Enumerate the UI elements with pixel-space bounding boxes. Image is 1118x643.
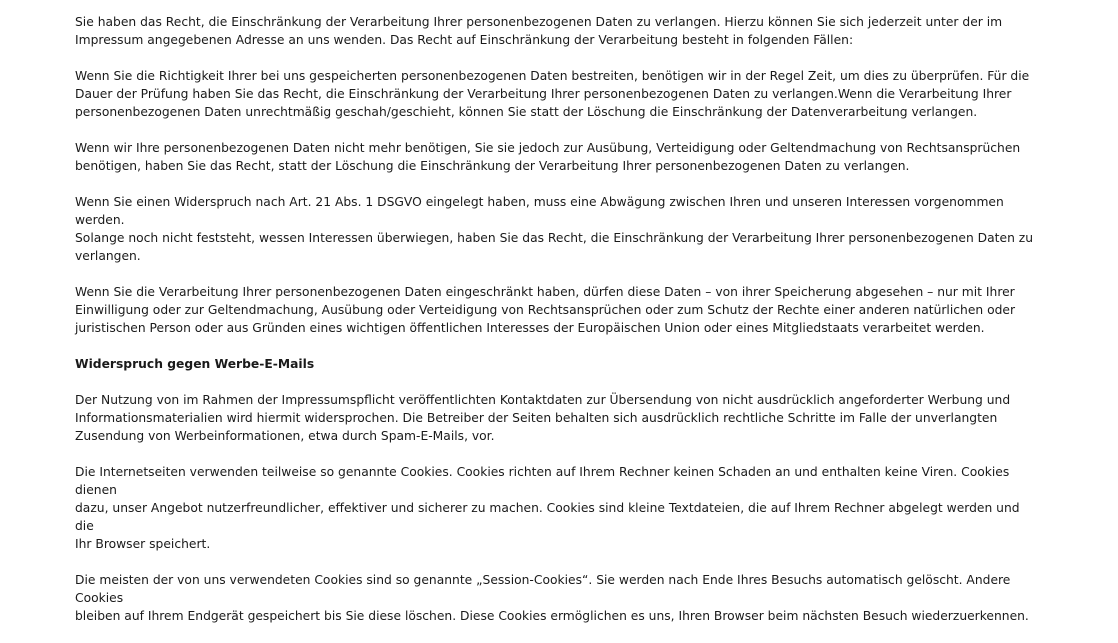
paragraph-objection: Wenn Sie einen Widerspruch nach Art. 21 Abs. 1 DSGVO eingelegt haben, muss eine Abwägung zwischen Ihren und unseren Interessen vorgenommen werden. Solange noch nicht feststeht, wessen Interessen überwiegen, haben Sie das Recht, die Einschränkung der Verarbeitung Ihrer personenbezogenen Daten zu verlangen. — [75, 195, 1034, 263]
document-body — [75, 13, 1035, 643]
paragraph-legal-claims: Wenn wir Ihre personenbezogenen Daten nicht mehr benötigen, Sie sie jedoch zur Ausübung, Verteidigung oder Geltendmachung von Rechtsansprüchen benötigen, haben Sie das Recht, statt der Löschung die Einschränkung der Verarbeitung Ihrer personenbezogenen Daten zu verlangen. — [75, 141, 1021, 173]
paragraph-accuracy-dispute: Wenn Sie die Richtigkeit Ihrer bei uns gespeicherten personenbezogenen Daten bestreiten, benötigen wir in der Regel Zeit, um dies zu überprüfen. Für die Dauer der Prüfung haben Sie das Recht, die Einschränkung der Verarbeitung Ihrer personenbezogenen Daten zu verlangen.Wenn die Verarbeitung Ihrer personenbezogenen Daten unrechtmäßig geschah/geschieht, können Sie statt der Löschung die Einschränkung der Datenverarbeitung verlangen. — [75, 69, 1030, 119]
paragraph-session-cookies: Die meisten der von uns verwendeten Cookies sind so genannte „Session-Cookies“. Sie werden nach Ende Ihres Besuchs automatisch gelöscht. Andere Cookies bleiben auf Ihrem Endgerät gespeichert bis Sie diese löschen. Diese Cookies ermöglichen es uns, Ihren Browser beim nächsten Besuch wiederzuerkennen. — [75, 573, 1029, 623]
section-heading: Widerspruch gegen Werbe-E-Mails — [75, 357, 315, 371]
paragraph-cookies-intro: Die Internetseiten verwenden teilweise so genannte Cookies. Cookies richten auf Ihrem Rechner keinen Schaden an und enthalten keine Viren. Cookies dienen dazu, unser Angebot nutzerfreundlicher, effektiver und sicherer zu machen. Cookies sind kleine Textdateien, die auf Ihrem Rechner abgelegt werden und die Ihr Browser speichert. — [75, 465, 1020, 551]
paragraph-restricted-processing: Wenn Sie die Verarbeitung Ihrer personenbezogenen Daten eingeschränkt haben, dürfen diese Daten – von ihrer Speicherung abgesehen – nur mit Ihrer Einwilligung oder zur Geltendmachung, Ausübung oder Verteidigung von Rechtsansprüchen oder zum Schutz der Rechte einer anderen natürlichen oder juristischen Person oder aus Gründen eines wichtigen öffentlichen Interesses der Europäischen Union oder eines Mitgliedstaats verarbeitet werden. — [75, 285, 1016, 335]
paragraph-ad-emails: Der Nutzung von im Rahmen der Impressumspflicht veröffentlichten Kontaktdaten zur Übersendung von nicht ausdrücklich angeforderter Werbung und Informationsmaterialien wird hiermit widersprochen. Die Betreiber der Seiten behalten sich ausdrücklich rechtliche Schritte im Falle der unverlangten Zusendung von Werbeinformationen, etwa durch Spam-E-Mails, vor. — [75, 393, 1011, 443]
paragraph-restriction-rights: Sie haben das Recht, die Einschränkung der Verarbeitung Ihrer personenbezogenen Daten zu verlangen. Hierzu können Sie sich jederzeit unter der im Impressum angegebenen Adresse an uns wenden. Das Recht auf Einschränkung der Verarbeitung besteht in folgenden Fällen: — [75, 15, 1003, 47]
